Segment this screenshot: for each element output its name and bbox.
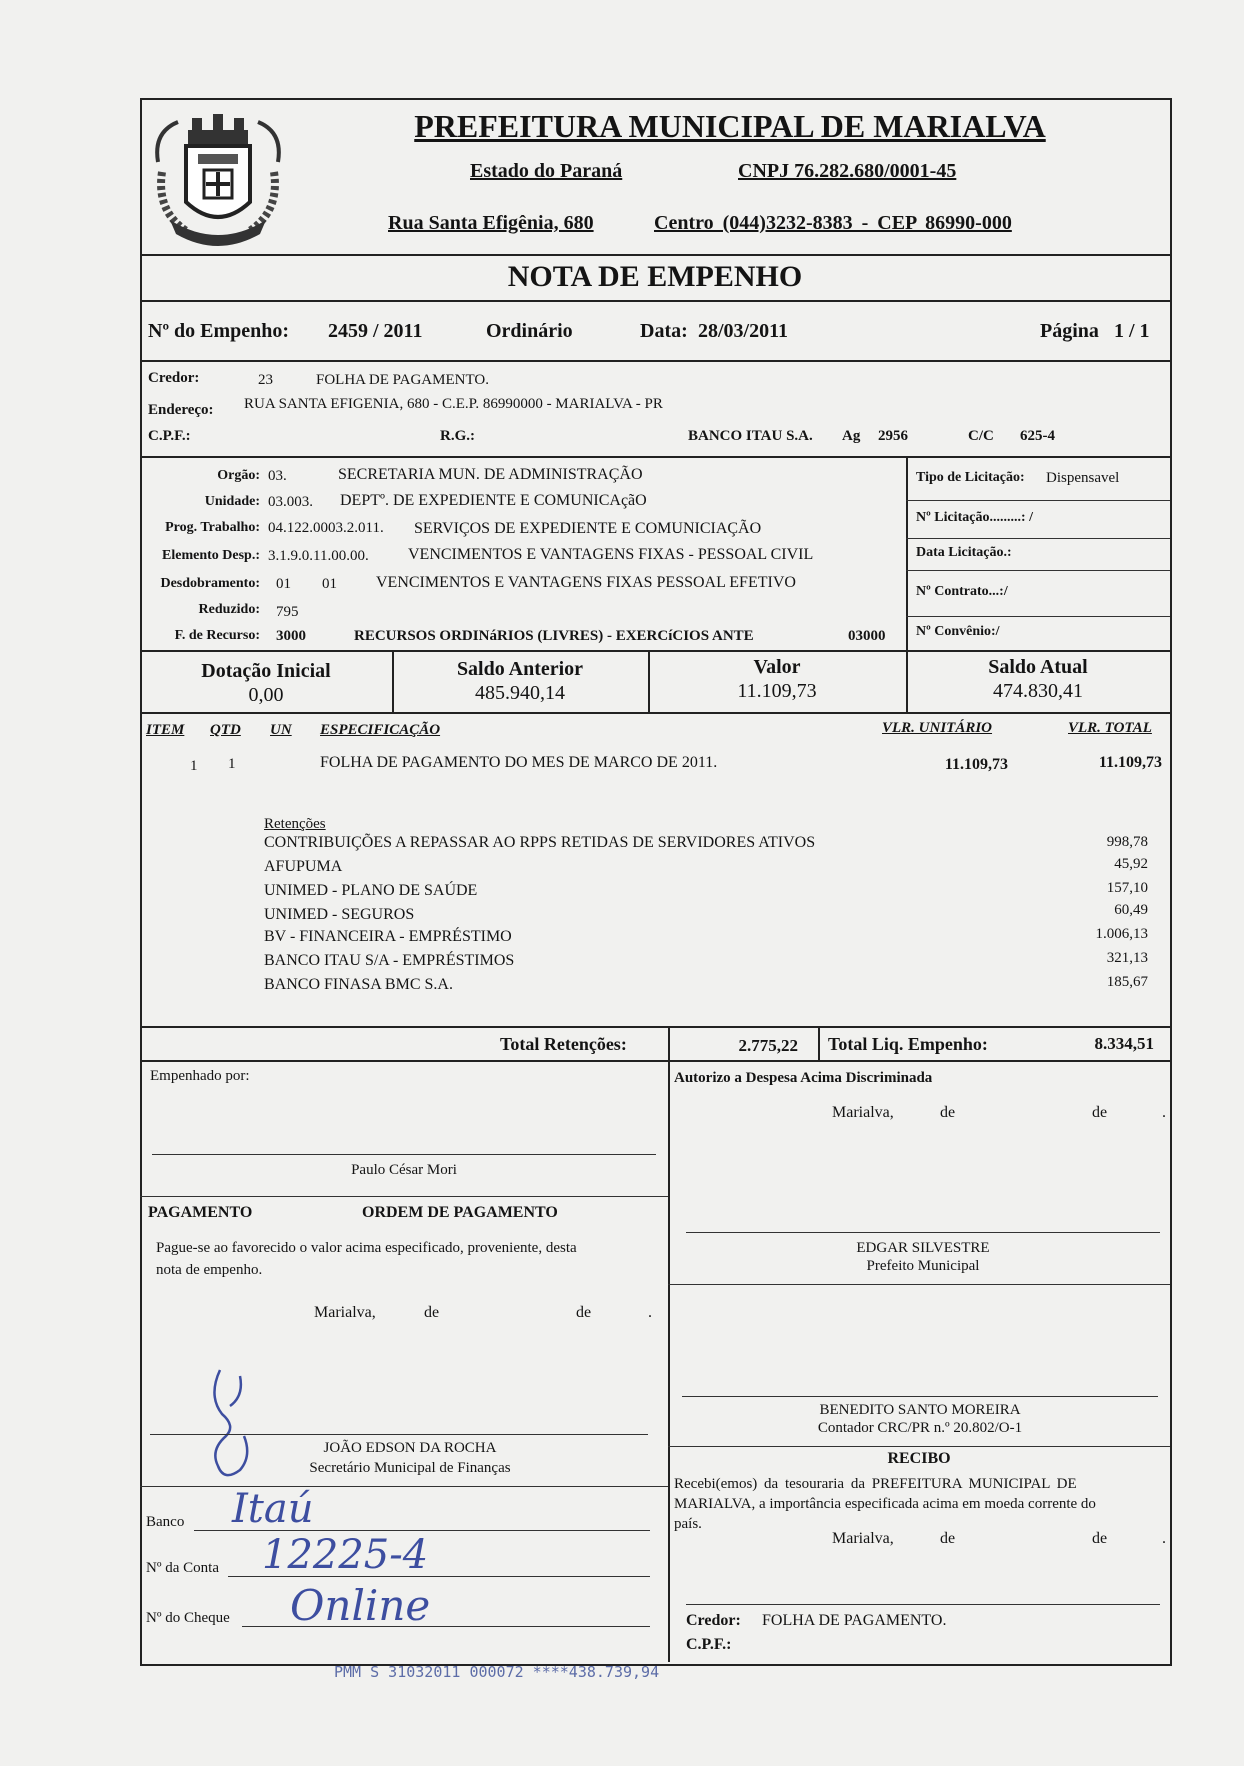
col-vlr-total: VLR. TOTAL (1068, 720, 1152, 736)
secretario-title: Secretário Municipal de Finanças (309, 1460, 511, 1476)
prefeito-name: EDGAR SILVESTRE (856, 1240, 990, 1256)
agency-label: Ag (842, 428, 861, 444)
unidade-desc: DEPTº. DE EXPEDIENTE E COMUNICAçãO (340, 492, 647, 509)
reduzido-code: 795 (276, 604, 299, 620)
item-qtd: 1 (228, 756, 236, 772)
recibo-text: país. (674, 1516, 702, 1532)
recibo-text: Recebi(emos) da tesouraria da PREFEITURA MUNICIPAL DE (674, 1476, 1077, 1492)
orgao-desc: SECRETARIA MUN. DE ADMINISTRAÇÃO (338, 466, 643, 483)
ordem-pagamento-label: ORDEM DE PAGAMENTO (362, 1204, 558, 1221)
autorizo-city: Marialva, (832, 1104, 894, 1121)
pagamento-de1: de (424, 1304, 440, 1321)
elemento-label: Elemento Desp.: (162, 548, 260, 563)
signature-line (150, 1434, 648, 1435)
page-number: 1 / 1 (1114, 320, 1150, 342)
saldo-anterior-value: 485.940,14 (475, 682, 565, 704)
valor-label: Valor (753, 656, 801, 678)
item-unit-value: 11.109,73 (944, 756, 1008, 773)
header-contact: Centro (044)3232-8383 - CEP 86990-000 (654, 212, 1012, 234)
divider (140, 360, 1170, 362)
cheque-label: Nº do Cheque (146, 1610, 230, 1626)
desdobramento-label: Desdobramento: (160, 576, 260, 591)
retencao-desc: BANCO FINASA BMC S.A. (264, 976, 453, 993)
divider (140, 254, 1170, 256)
item-number: 1 (190, 758, 198, 774)
pagamento-city: Marialva, (314, 1304, 376, 1321)
retencao-desc: UNIMED - PLANO DE SAÚDE (264, 882, 478, 899)
prog-trabalho-label: Prog. Trabalho: (165, 520, 260, 535)
retencao-desc: CONTRIBUIÇÕES A REPASSAR AO RPPS RETIDAS DE SERVIDORES ATIVOS (264, 834, 816, 851)
municipality-title: PREFEITURA MUNICIPAL DE MARIALVA (414, 108, 1046, 144)
desdobramento-desc: VENCIMENTOS E VANTAGENS FIXAS PESSOAL EFETIVO (376, 574, 796, 591)
autorizo-label: Autorizo a Despesa Acima Discriminada (674, 1070, 933, 1086)
tipo-licitacao-label: Tipo de Licitação: (916, 470, 1025, 485)
autorizo-de2: de (1092, 1104, 1108, 1121)
item-total-value: 11.109,73 (1098, 754, 1162, 771)
saldo-atual-value: 474.830,41 (993, 680, 1083, 702)
retencao-value: 157,10 (1106, 880, 1148, 896)
conta-value: 12225-4 (262, 1532, 429, 1578)
credor-code: 23 (258, 372, 273, 388)
divider (140, 1196, 668, 1197)
signature-line (686, 1232, 1160, 1233)
prog-trabalho-desc: SERVIÇOS DE EXPEDIENTE E COMUNICIAÇÃO (414, 520, 762, 537)
col-especificacao: ESPECIFICAÇÃO (320, 722, 441, 738)
credor-address: RUA SANTA EFIGENIA, 680 - C.E.P. 86990000 - MARIALVA - PR (244, 396, 663, 412)
numero-convenio: Nº Convênio:/ (916, 624, 1000, 639)
empenho-date: 28/03/2011 (698, 320, 789, 342)
empenhado-label: Empenhado por: (150, 1068, 250, 1084)
recibo-de2: de (1092, 1530, 1108, 1547)
divider (906, 570, 1170, 571)
contador-name: BENEDITO SANTO MOREIRA (819, 1402, 1021, 1418)
payment-stamp: PMM S 31032011 000072 ****438.739,94 (334, 1663, 660, 1681)
cheque-value: Online (290, 1581, 431, 1630)
prog-trabalho-code: 04.122.0003.2.011. (268, 520, 384, 536)
dotacao-label: Dotação Inicial (201, 660, 331, 682)
recurso-extra: 03000 (848, 628, 886, 644)
recurso-code: 3000 (276, 628, 306, 644)
divider (818, 1026, 820, 1062)
divider (140, 456, 1170, 458)
account-label: C/C (968, 428, 994, 444)
item-spec: FOLHA DE PAGAMENTO DO MES DE MARCO DE 2011. (320, 754, 718, 771)
divider (906, 456, 908, 650)
retencao-value: 45,92 (1114, 856, 1148, 872)
empenhado-name: Paulo César Mori (351, 1162, 457, 1178)
numero-licitacao: Nº Licitação.........: / (916, 510, 1033, 525)
divider (906, 500, 1170, 501)
dotacao-value: 0,00 (248, 684, 284, 706)
address-label: Endereço: (148, 402, 214, 418)
empenho-number: 2459 / 2011 (328, 320, 423, 342)
reduzido-label: Reduzido: (198, 602, 260, 617)
total-retencoes-label: Total Retenções: (500, 1034, 627, 1054)
recibo-label: RECIBO (887, 1450, 951, 1467)
total-liquido-value: 8.334,51 (1094, 1034, 1154, 1053)
data-licitacao: Data Licitação.: (916, 545, 1012, 560)
desdobramento-code2: 01 (322, 576, 337, 592)
recurso-label: F. de Recurso: (174, 628, 260, 643)
prefeito-title: Prefeito Municipal (866, 1258, 980, 1274)
col-vlr-unitario: VLR. UNITÁRIO (882, 720, 993, 736)
retencao-value: 998,78 (1106, 834, 1148, 850)
footer-credor-name: FOLHA DE PAGAMENTO. (762, 1612, 947, 1629)
orgao-label: Orgão: (217, 468, 260, 483)
divider (140, 1060, 1170, 1062)
saldo-anterior-label: Saldo Anterior (456, 658, 584, 680)
retencao-desc: UNIMED - SEGUROS (264, 906, 415, 923)
recibo-text: MARIALVA, a importância especificada acima em moeda corrente do (674, 1496, 1096, 1512)
retencao-value: 185,67 (1106, 974, 1148, 990)
pagamento-de2: de (576, 1304, 592, 1321)
col-item: ITEM (146, 722, 185, 738)
header-address: Rua Santa Efigênia, 680 (388, 212, 594, 234)
signature-line (686, 1604, 1160, 1605)
signature-line (152, 1154, 656, 1155)
empenho-number-label: Nº do Empenho: (148, 320, 290, 342)
divider (668, 1060, 670, 1662)
divider (140, 1486, 668, 1487)
total-liquido-label: Total Liq. Empenho: (828, 1034, 988, 1054)
divider (668, 1284, 1170, 1285)
divider (668, 1446, 1170, 1447)
divider (668, 1026, 670, 1062)
autorizo-dot: . (1162, 1104, 1166, 1121)
valor-value: 11.109,73 (737, 680, 817, 702)
elemento-desc: VENCIMENTOS E VANTAGENS FIXAS - PESSOAL CIVIL (408, 546, 814, 563)
state-name: Estado do Paraná (470, 160, 623, 182)
credor-label: Credor: (148, 370, 200, 386)
elemento-code: 3.1.9.0.11.00.00. (268, 548, 369, 564)
retencao-value: 1.006,13 (1095, 926, 1148, 942)
empenho-type: Ordinário (486, 320, 573, 342)
conta-label: Nº da Conta (146, 1560, 219, 1576)
divider (140, 1026, 1170, 1028)
footer-credor-label: Credor: (686, 1612, 741, 1629)
divider (140, 712, 1170, 714)
pagamento-text: Pague-se ao favorecido o valor acima especificado, proveniente, desta (156, 1240, 577, 1256)
secretario-name: JOÃO EDSON DA ROCHA (323, 1440, 497, 1456)
retencao-desc: AFUPUMA (264, 858, 343, 875)
pagamento-text: nota de empenho. (156, 1262, 263, 1278)
autorizo-de1: de (940, 1104, 956, 1121)
unidade-code: 03.003. (268, 494, 313, 510)
recibo-dot: . (1162, 1530, 1166, 1547)
retencao-value: 321,13 (1106, 950, 1148, 966)
banco-label: Banco (146, 1514, 185, 1530)
credor-bank: BANCO ITAU S.A. (688, 428, 813, 444)
cpf-label: C.P.F.: (148, 428, 191, 444)
col-qtd: QTD (210, 722, 241, 738)
unidade-label: Unidade: (204, 494, 260, 509)
pagamento-label: PAGAMENTO (148, 1204, 253, 1221)
col-un: UN (270, 722, 292, 738)
cnpj: CNPJ 76.282.680/0001-45 (738, 160, 957, 182)
recibo-de1: de (940, 1530, 956, 1547)
retencao-desc: BV - FINANCEIRA - EMPRÉSTIMO (264, 928, 512, 945)
contador-title: Contador CRC/PR n.º 20.802/O-1 (817, 1420, 1023, 1436)
crest-icon (148, 102, 288, 252)
divider (906, 616, 1170, 617)
rg-label: R.G.: (440, 428, 475, 444)
total-retencoes-value: 2.775,22 (738, 1036, 798, 1055)
footer-cpf-label: C.P.F.: (686, 1636, 732, 1653)
signature-line (682, 1396, 1158, 1397)
empenho-date-label: Data: (640, 320, 688, 342)
numero-contrato: Nº Contrato...:/ (916, 584, 1008, 599)
retencoes-title: Retenções (264, 816, 326, 832)
page-label: Página (1040, 320, 1099, 342)
banco-value: Itaú (232, 1486, 314, 1532)
account-number: 625-4 (1020, 428, 1055, 444)
retencao-desc: BANCO ITAU S/A - EMPRÉSTIMOS (264, 952, 515, 969)
recurso-desc: RECURSOS ORDINáRIOS (LIVRES) - EXERCíCIOS ANTE (354, 628, 754, 644)
pagamento-dot: . (648, 1304, 652, 1321)
orgao-code: 03. (268, 468, 287, 484)
desdobramento-code: 01 (276, 576, 291, 592)
divider (906, 538, 1170, 539)
saldo-atual-label: Saldo Atual (988, 656, 1088, 678)
doc-title: NOTA DE EMPENHO (507, 260, 803, 293)
tipo-licitacao: Dispensavel (1046, 470, 1120, 486)
retencao-value: 60,49 (1114, 902, 1148, 918)
agency-number: 2956 (878, 428, 908, 444)
credor-name: FOLHA DE PAGAMENTO. (316, 372, 489, 388)
recibo-city: Marialva, (832, 1530, 894, 1547)
divider (140, 300, 1170, 302)
divider (140, 650, 1170, 652)
